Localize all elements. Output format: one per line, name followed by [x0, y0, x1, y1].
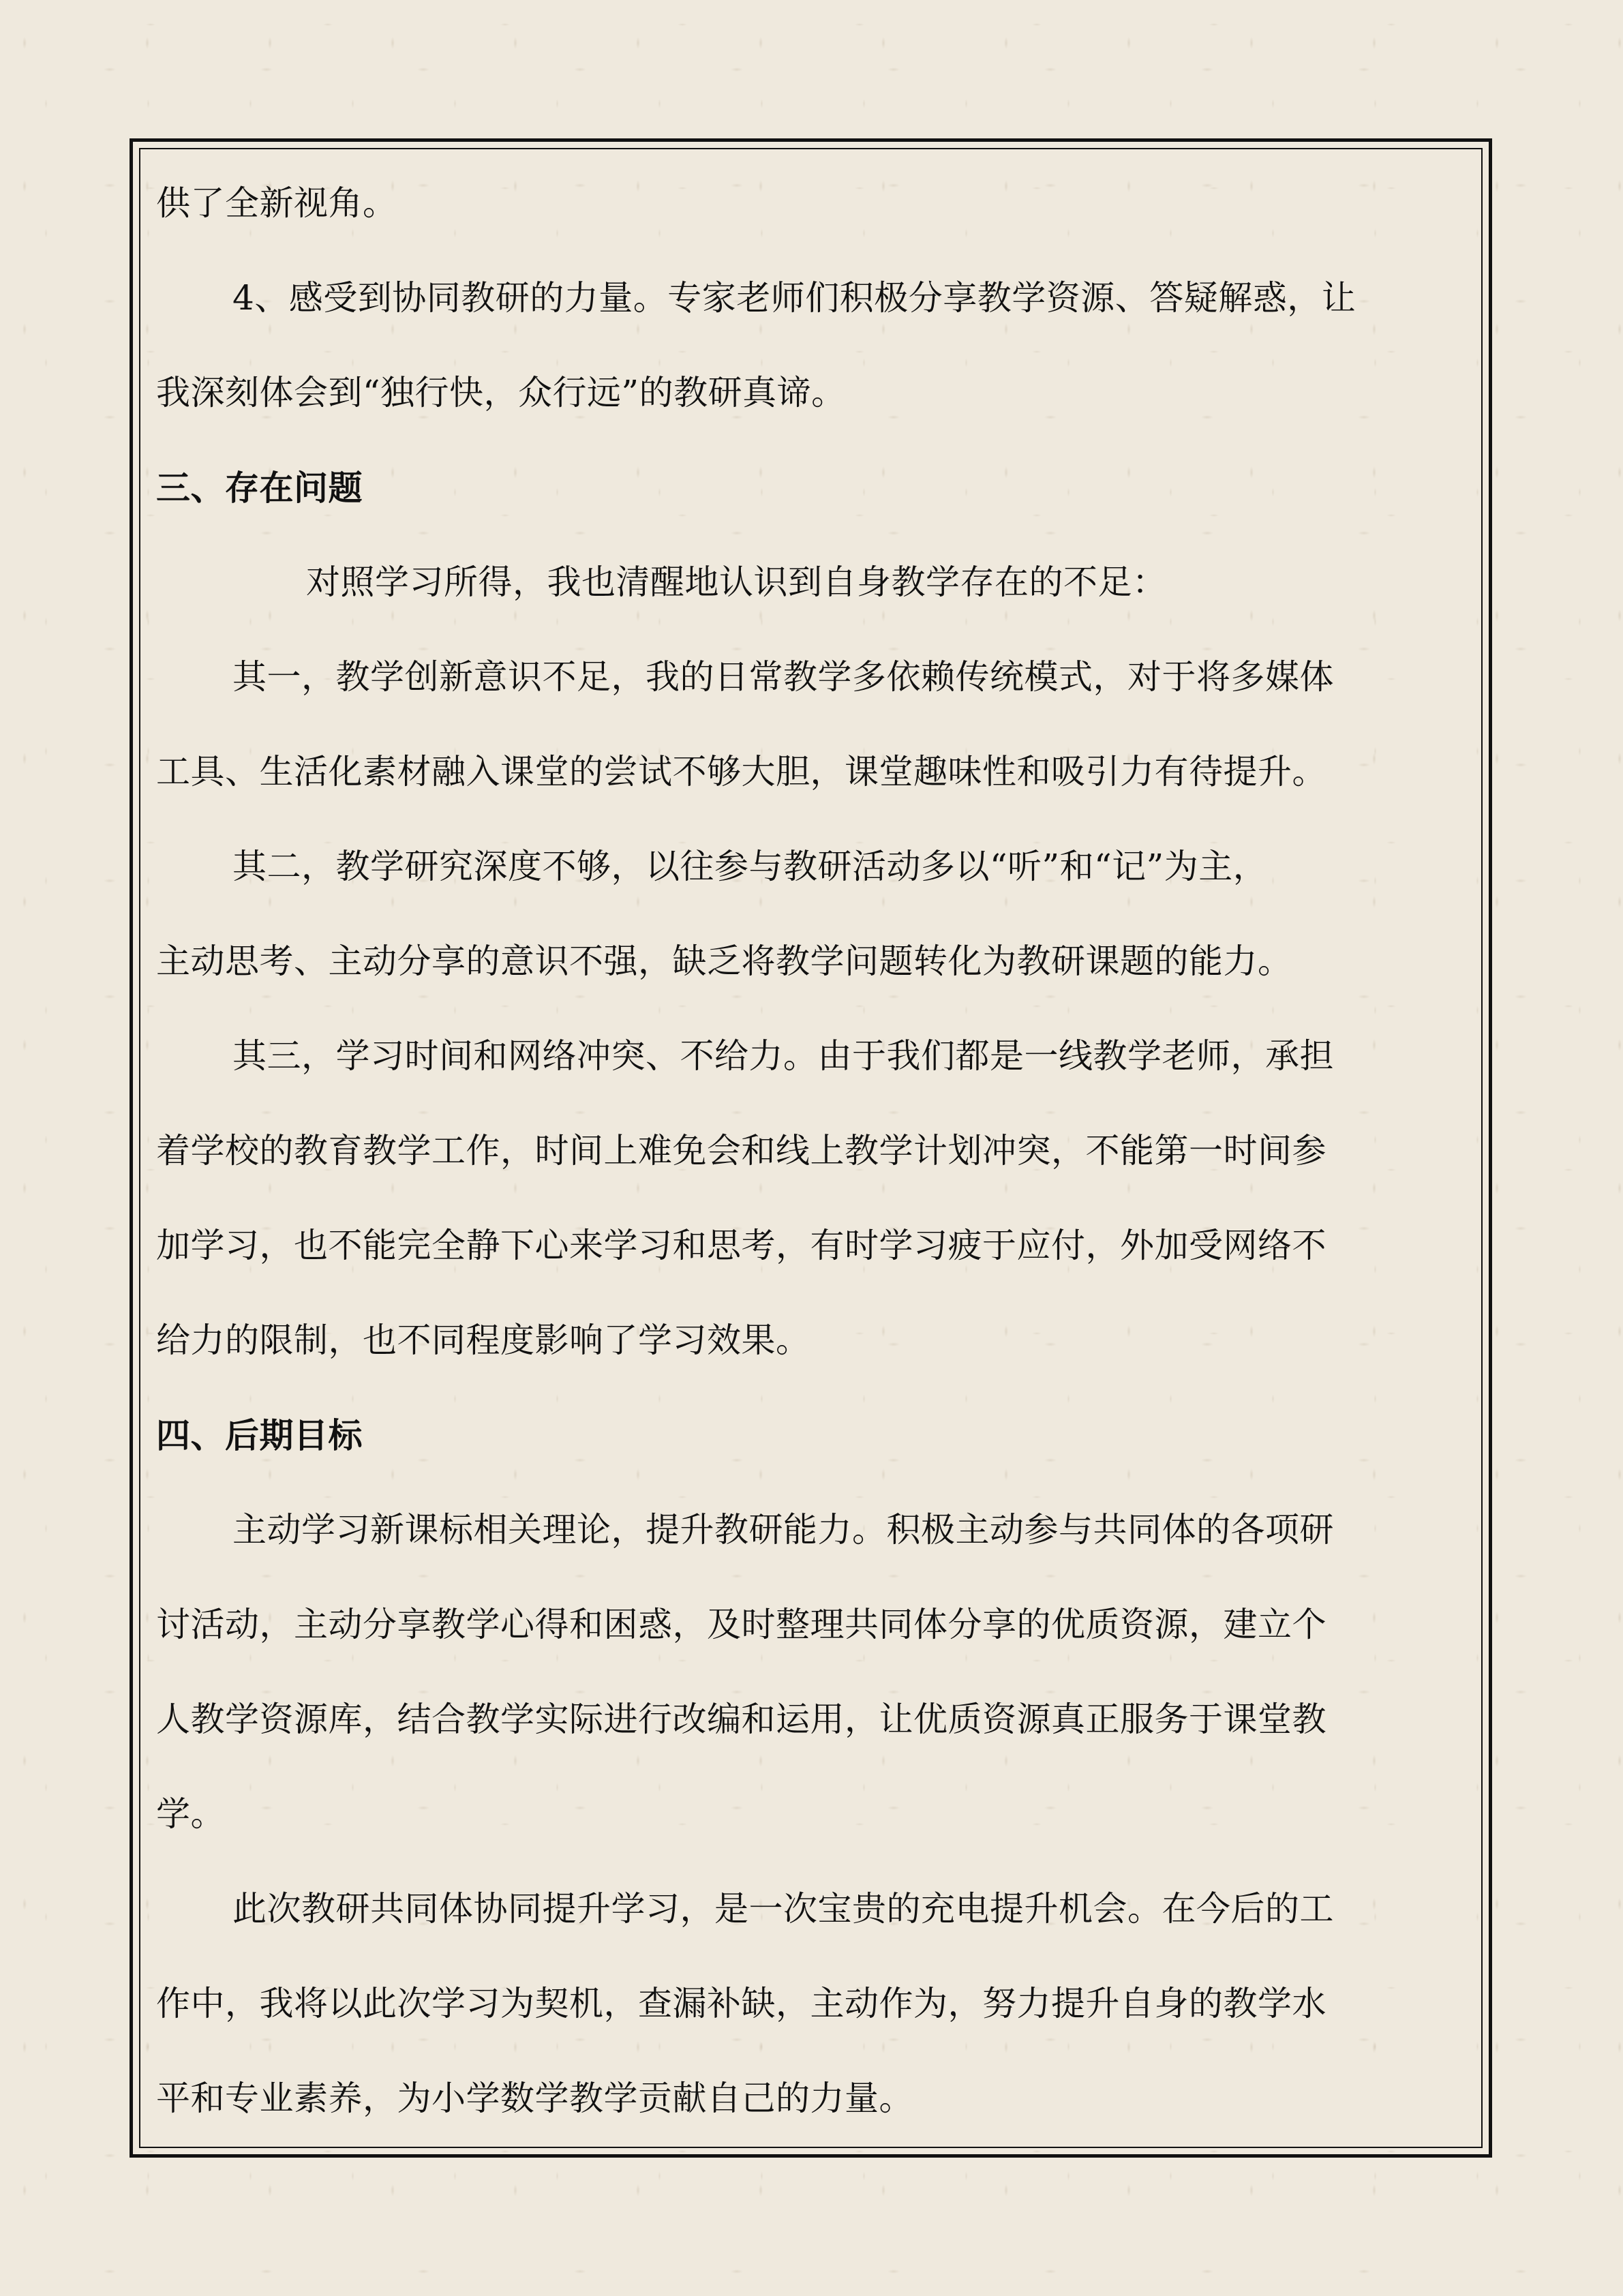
paragraph-line: 人教学资源库，结合教学实际进行改编和运用，让优质资源真正服务于课堂教	[156, 1700, 1326, 1739]
section-heading-goals: 四、后期目标	[156, 1415, 363, 1455]
paragraph-line: 主动思考、主动分享的意识不强，缺乏将教学问题转化为教研课题的能力。	[156, 941, 1292, 981]
paragraph-line: 工具、生活化素材融入课堂的尝试不够大胆，课堂趣味性和吸引力有待提升。	[156, 752, 1326, 791]
paragraph-line: 其二，教学研究深度不够，以往参与教研活动多以“听”和“记”为主，	[232, 847, 1268, 886]
paragraph-line: 其三，学习时间和网络冲突、不给力。由于我们都是一线教学老师，承担	[232, 1036, 1334, 1076]
section-heading-problems: 三、存在问题	[156, 468, 363, 508]
paragraph-line: 主动学习新课标相关理论，提升教研能力。积极主动参与共同体的各项研	[232, 1510, 1334, 1550]
paragraph-line: 给力的限制，也不同程度影响了学习效果。	[156, 1320, 810, 1360]
paragraph-line: 平和专业素养，为小学数学教学贡献自己的力量。	[156, 2079, 913, 2118]
paragraph-line: 加学习，也不能完全静下心来学习和思考，有时学习疲于应付，外加受网络不	[156, 1226, 1326, 1265]
paragraph-line: 作中，我将以此次学习为契机，查漏补缺，主动作为，努力提升自身的教学水	[156, 1984, 1326, 2023]
paragraph-line: 其一，教学创新意识不足，我的日常教学多依赖传统模式，对于将多媒体	[232, 657, 1334, 697]
paragraph-line: 我深刻体会到“独行快，众行远”的教研真谛。	[156, 373, 846, 412]
paragraph-line: 着学校的教育教学工作，时间上难免会和线上教学计划冲突，不能第一时间参	[156, 1131, 1326, 1170]
paragraph-line: 此次教研共同体协同提升学习，是一次宝贵的充电提升机会。在今后的工	[232, 1889, 1334, 1929]
paragraph-line: 对照学习所得，我也清醒地认识到自身教学存在的不足：	[306, 562, 1167, 602]
paragraph-line: 学。	[156, 1794, 225, 1834]
paragraph-line: 讨活动，主动分享教学心得和困惑，及时整理共同体分享的优质资源，建立个	[156, 1605, 1326, 1644]
paragraph-line: 4、感受到协同教研的力量。专家老师们积极分享教学资源、答疑解惑，让	[232, 278, 1356, 318]
document-body	[156, 156, 1466, 2146]
paragraph-line: 供了全新视角。	[156, 183, 397, 223]
